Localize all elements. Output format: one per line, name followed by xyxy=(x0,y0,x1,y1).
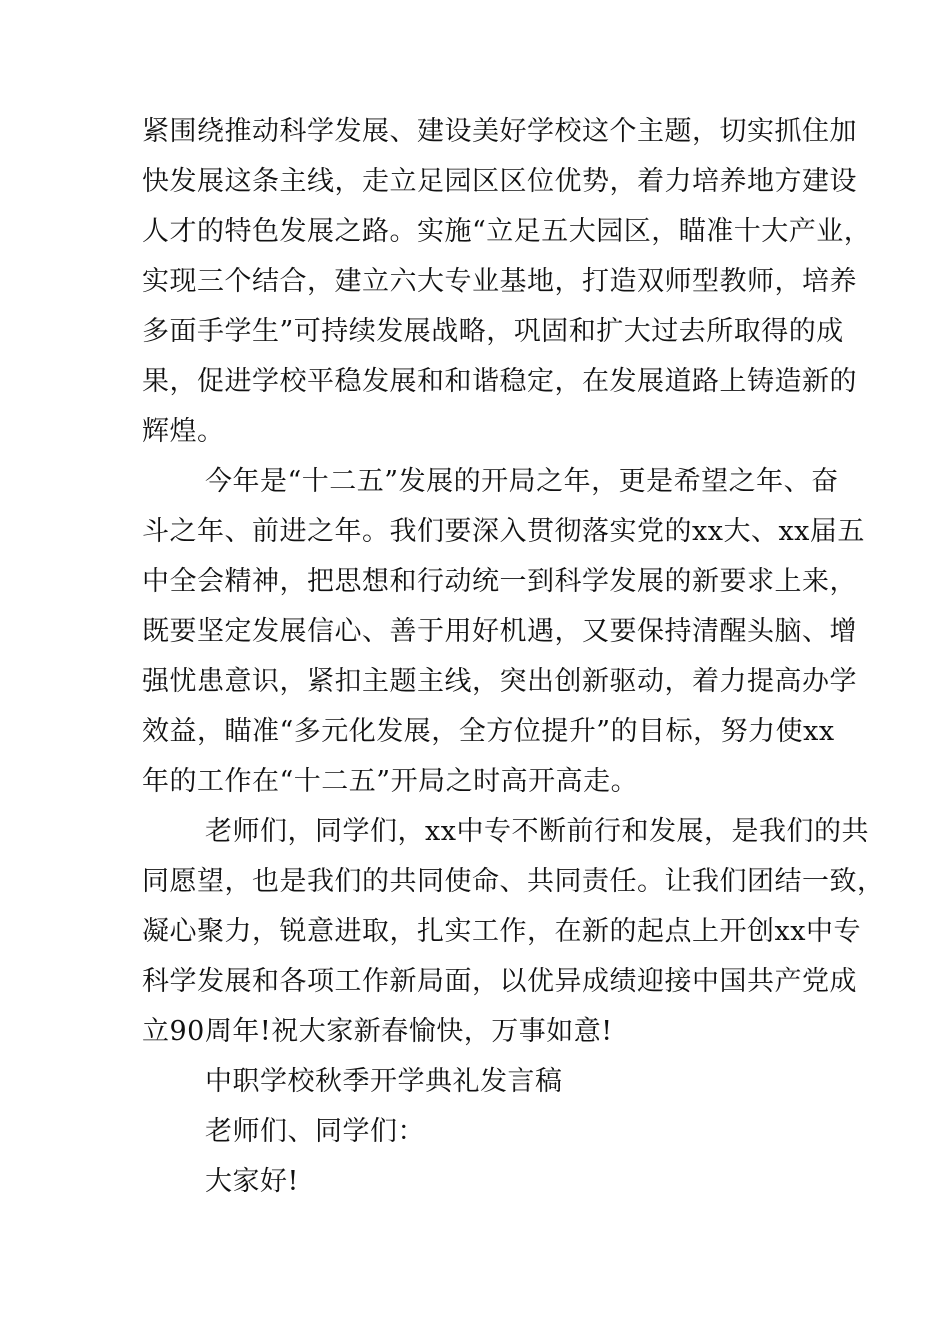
paragraph-2-line-7: 年的工作在“十二五”开局之时高开高走。 xyxy=(142,766,639,797)
paragraph-2-line-1: 今年是“十二五”发展的开局之年，更是希望之年、奋 xyxy=(205,466,839,497)
paragraph-1-line-4: 实现三个结合，建立六大专业基地，打造双师型教师，培养 xyxy=(142,266,857,297)
paragraph-1-line-6: 果，促进学校平稳发展和和谐稳定，在发展道路上铸造新的 xyxy=(142,366,857,397)
paragraph-1-line-2: 快发展这条主线，走立足园区区位优势，着力培养地方建设 xyxy=(142,166,857,197)
paragraph-2-line-5: 强忧患意识，紧扣主题主线，突出创新驱动，着力提高办学 xyxy=(142,666,857,697)
paragraph-2-line-4: 既要坚定发展信心、善于用好机遇，又要保持清醒头脑、增 xyxy=(142,616,857,647)
paragraph-3-line-1: 老师们，同学们，xx中专不断前行和发展，是我们的共 xyxy=(205,816,869,847)
paragraph-1-line-5: 多面手学生”可持续发展战略，巩固和扩大过去所取得的成 xyxy=(142,316,844,347)
paragraph-2-line-6: 效益，瞄准“多元化发展，全方位提升”的目标，努力使xx xyxy=(142,716,835,747)
paragraph-2-line-3: 中全会精神，把思想和行动统一到科学发展的新要求上来， xyxy=(142,566,857,597)
paragraph-1-line-3: 人才的特色发展之路。实施“立足五大园区，瞄准十大产业， xyxy=(142,216,872,247)
paragraph-3-line-4: 科学发展和各项工作新局面，以优异成绩迎接中国共产党成 xyxy=(142,966,857,997)
paragraph-1-line-7: 辉煌。 xyxy=(142,416,225,447)
speech-title: 中职学校秋季开学典礼发言稿 xyxy=(205,1066,563,1097)
paragraph-3-line-3: 凝心聚力，锐意进取，扎实工作，在新的起点上开创xx中专 xyxy=(142,916,861,947)
greeting: 大家好! xyxy=(205,1166,299,1197)
salutation: 老师们、同学们： xyxy=(205,1116,425,1147)
paragraph-3-line-2: 同愿望，也是我们的共同使命、共同责任。让我们团结一致， xyxy=(142,866,885,897)
paragraph-2-line-2: 斗之年、前进之年。我们要深入贯彻落实党的xx大、xx届五 xyxy=(142,516,865,547)
paragraph-3-line-5: 立90周年!祝大家新春愉快，万事如意! xyxy=(142,1016,613,1047)
paragraph-1-line-1: 紧围绕推动科学发展、建设美好学校这个主题，切实抓住加 xyxy=(142,116,857,147)
